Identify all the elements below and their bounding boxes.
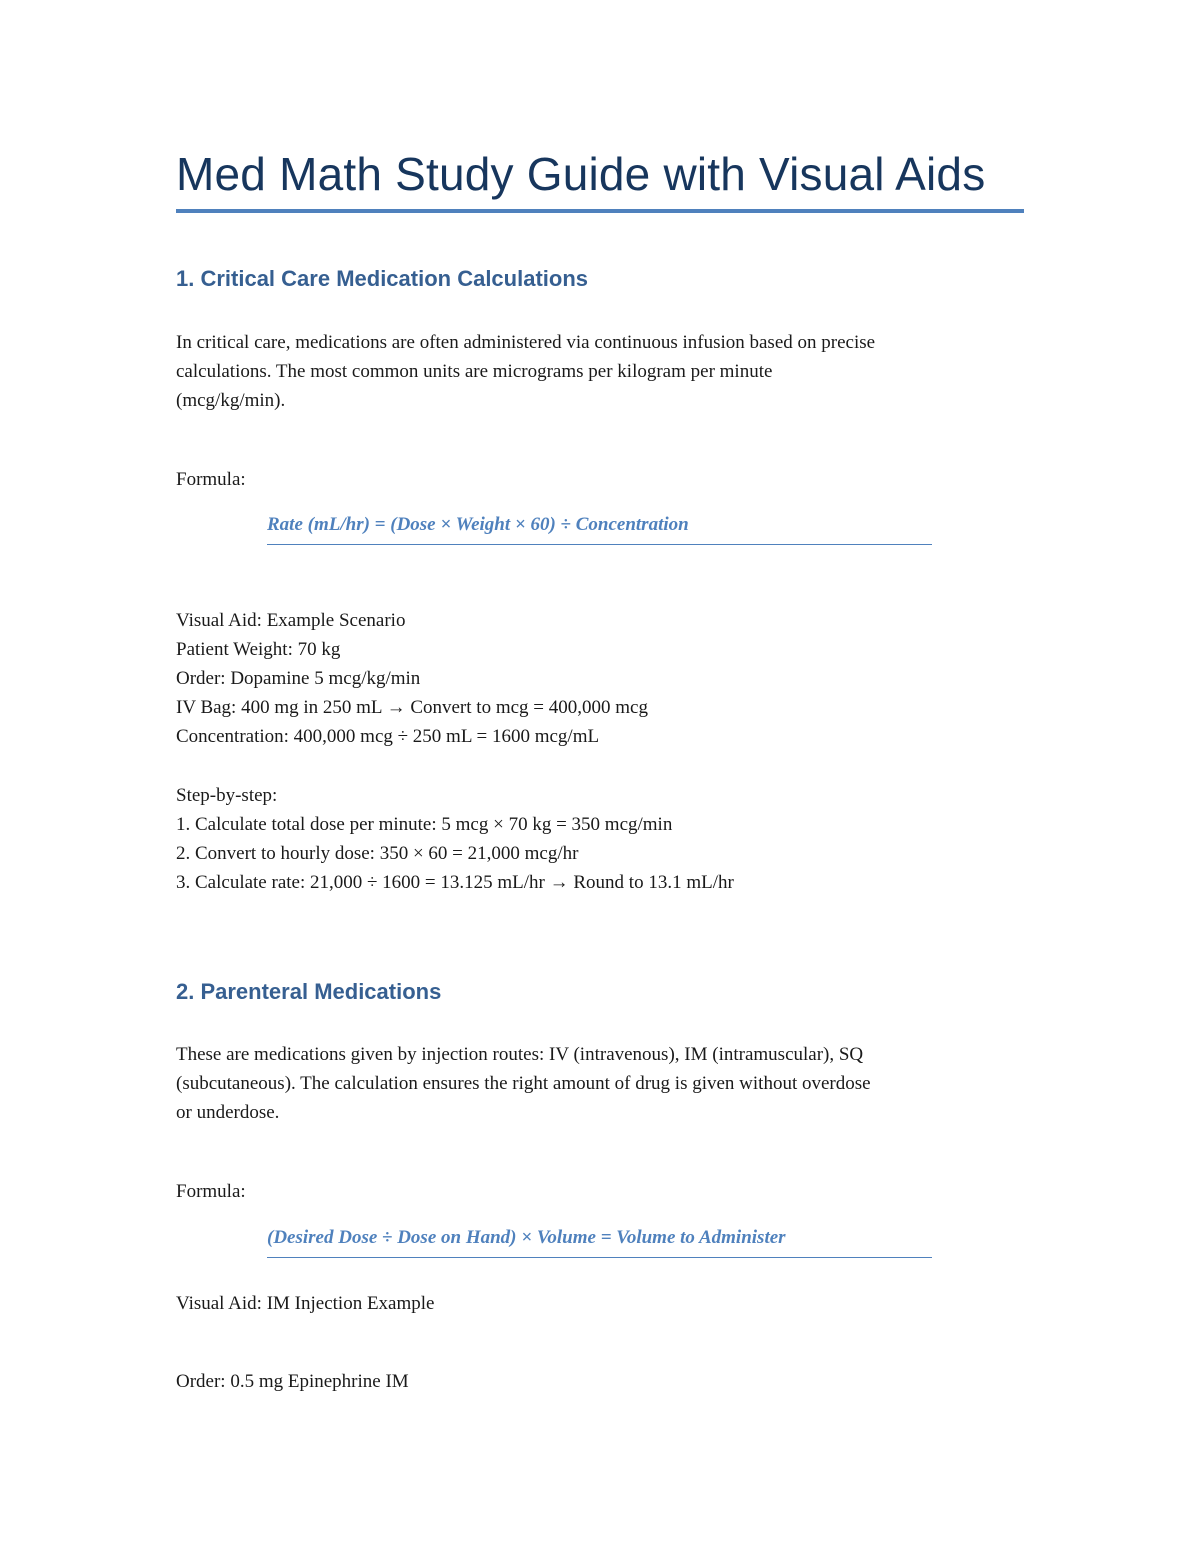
order-line: Order: 0.5 mg Epinephrine IM (176, 1371, 409, 1392)
visual-aid-label: Visual Aid: IM Injection Example (176, 1293, 435, 1314)
section-1-heading: 1. Critical Care Medication Calculations (176, 266, 589, 291)
section-2-formula-label: Formula: (176, 1181, 246, 1202)
section-1-formula-underline (267, 544, 932, 545)
step-2: 2. Convert to hourly dose: 350 × 60 = 21,000 mcg/hr (176, 843, 579, 864)
example-line-3: Order: Dopamine 5 mcg/kg/min (176, 668, 421, 689)
section-2-formula-underline (267, 1257, 932, 1258)
section-2-intro-line-3: or underdose. (176, 1102, 280, 1123)
section-2-intro-line-1: These are medications given by injection routes: IV (intravenous), IM (intramuscular), SQ (176, 1044, 864, 1065)
example-line-5: Concentration: 400,000 mcg ÷ 250 mL = 1600 mcg/mL (176, 726, 600, 747)
section-2-heading: 2. Parenteral Medications (176, 979, 442, 1004)
step-1: 1. Calculate total dose per minute: 5 mcg × 70 kg = 350 mcg/min (176, 814, 673, 835)
step-3: 3. Calculate rate: 21,000 ÷ 1600 = 13.125 mL/hr → Round to 13.1 mL/hr (176, 872, 734, 893)
section-2-intro-line-2: (subcutaneous). The calculation ensures the right amount of drug is given without overdose (176, 1073, 871, 1094)
section-1-formula-label: Formula: (176, 469, 246, 490)
example-line-1: Visual Aid: Example Scenario (176, 610, 406, 631)
example-line-4: IV Bag: 400 mg in 250 mL → Convert to mcg = 400,000 mcg (176, 697, 648, 718)
section-1-intro-line-2: calculations. The most common units are micrograms per kilogram per minute (176, 361, 773, 382)
section-1-intro-line-3: (mcg/kg/min). (176, 390, 286, 411)
section-2-formula: (Desired Dose ÷ Dose on Hand) × Volume = Volume to Administer (267, 1227, 786, 1248)
steps-heading: Step-by-step: (176, 785, 278, 806)
title-underline (176, 209, 1024, 213)
page-title: Med Math Study Guide with Visual Aids (176, 148, 986, 200)
example-line-2: Patient Weight: 70 kg (176, 639, 341, 660)
section-1-intro-line-1: In critical care, medications are often administered via continuous infusion based on precise (176, 332, 876, 353)
section-1-formula: Rate (mL/hr) = (Dose × Weight × 60) ÷ Concentration (267, 514, 689, 535)
